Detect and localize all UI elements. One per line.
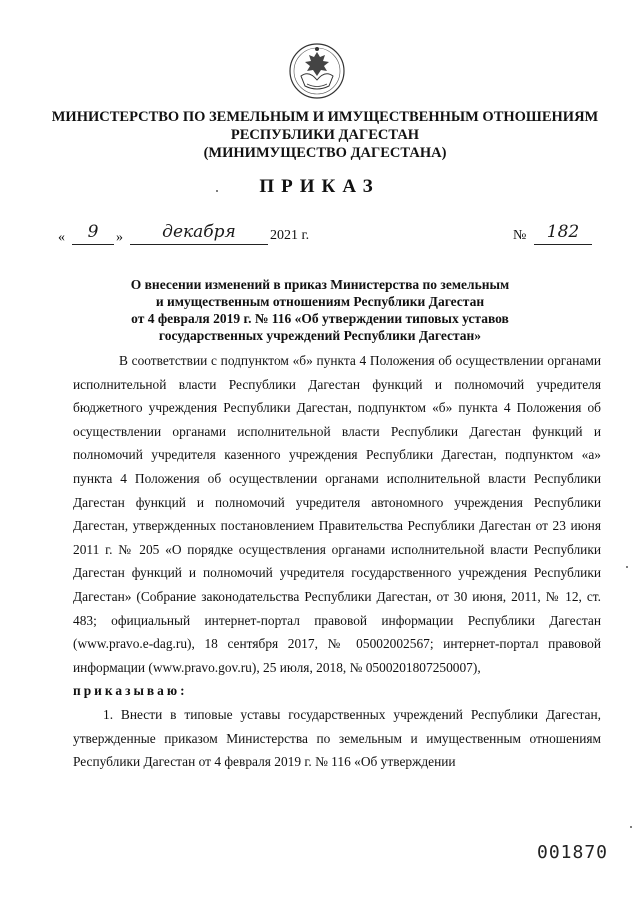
ministry-short-name: (МИНИМУЩЕСТВО ДАГЕСТАНА) [203,145,447,161]
subject-line3: от 4 февраля 2019 г. № 116 «Об утверждении типовых уставов [131,311,509,326]
order-subject [100,276,540,344]
ministry-name-line1: МИНИСТЕРСТВО ПО ЗЕМЕЛЬНЫМ И ИМУЩЕСТВЕННЫМ ОТНОШЕНИЯМ [51,109,599,125]
scan-speck [630,826,632,828]
date-day: 9 [72,222,114,245]
date-open-quote: « [58,230,65,245]
subject-line4: государственных учреждений Республики Дагестан» [158,328,482,343]
scan-speck [216,190,218,192]
order-number: 182 [534,222,592,245]
order-number-label: № [513,228,527,243]
ministry-header [40,108,610,162]
document-type-title: ПРИКАЗ [259,176,380,197]
date-month: декабря [130,222,268,245]
scan-speck [626,566,628,568]
subject-line1: О внесении изменений в приказ Министерства по земельным [130,277,510,292]
date-and-number-line [58,222,598,250]
registration-stamp-number: 001870 [537,842,609,863]
date-year: 2021 г. [270,228,310,243]
order-body [73,349,601,774]
ministry-name-line2: РЕСПУБЛИКИ ДАГЕСТАН [230,127,420,143]
preamble-paragraph: В соответствии с подпунктом «б» пункта 4 Положения об осуществлении органами исполнительной власти Республики Дагестан функций и полномочий учредителя бюджетного учреждения Республики Дагестан, подпунктом «б» пункта 4 Положения об осуществлении органами исполнительной власти Республики Дагестан функций и полномочий учредителя казенного учреждения Республики Дагестан, подпунктом «а» пункта 4 Положения об осуществлении органами исполнительной власти Республики Дагестан функций и полномочий учредителя автономного учреждения Республики Дагестан, утвержденных постановлением Правительства Республики Дагестан от 23 июня 2011 г. № 205 «О порядке осуществления органами исполнительной власти Республики Дагестан функций и полномочий учредителя государственного учреждения Республики Дагестан» (Собрание законодательства Республики Дагестан, от 30 июня, 2011, № 12, ст. 483; официальный интернет-портал правовой информации Республики Дагестан (www.pravo.e-dag.ru), 18 сентября 2017, № 05002002567; интернет-портал правовой информации (www.pravo.gov.ru), 25 июля, 2018, № 0500201807250007), [73,353,601,675]
subject-line2: и имущественным отношениям Республики Дагестан [155,294,485,309]
date-close-quote: » [116,230,123,245]
dagestan-coat-of-arms-icon [287,40,347,102]
order-keyword: приказываю: [73,683,188,699]
order-item-1: 1. Внести в типовые уставы государственных учреждений Республики Дагестан, утвержденные приказом Министерства по земельным и имущественным отношениям Республики Дагестан от 4 февраля 2019 г. № 116 «Об утверждении [73,706,601,770]
